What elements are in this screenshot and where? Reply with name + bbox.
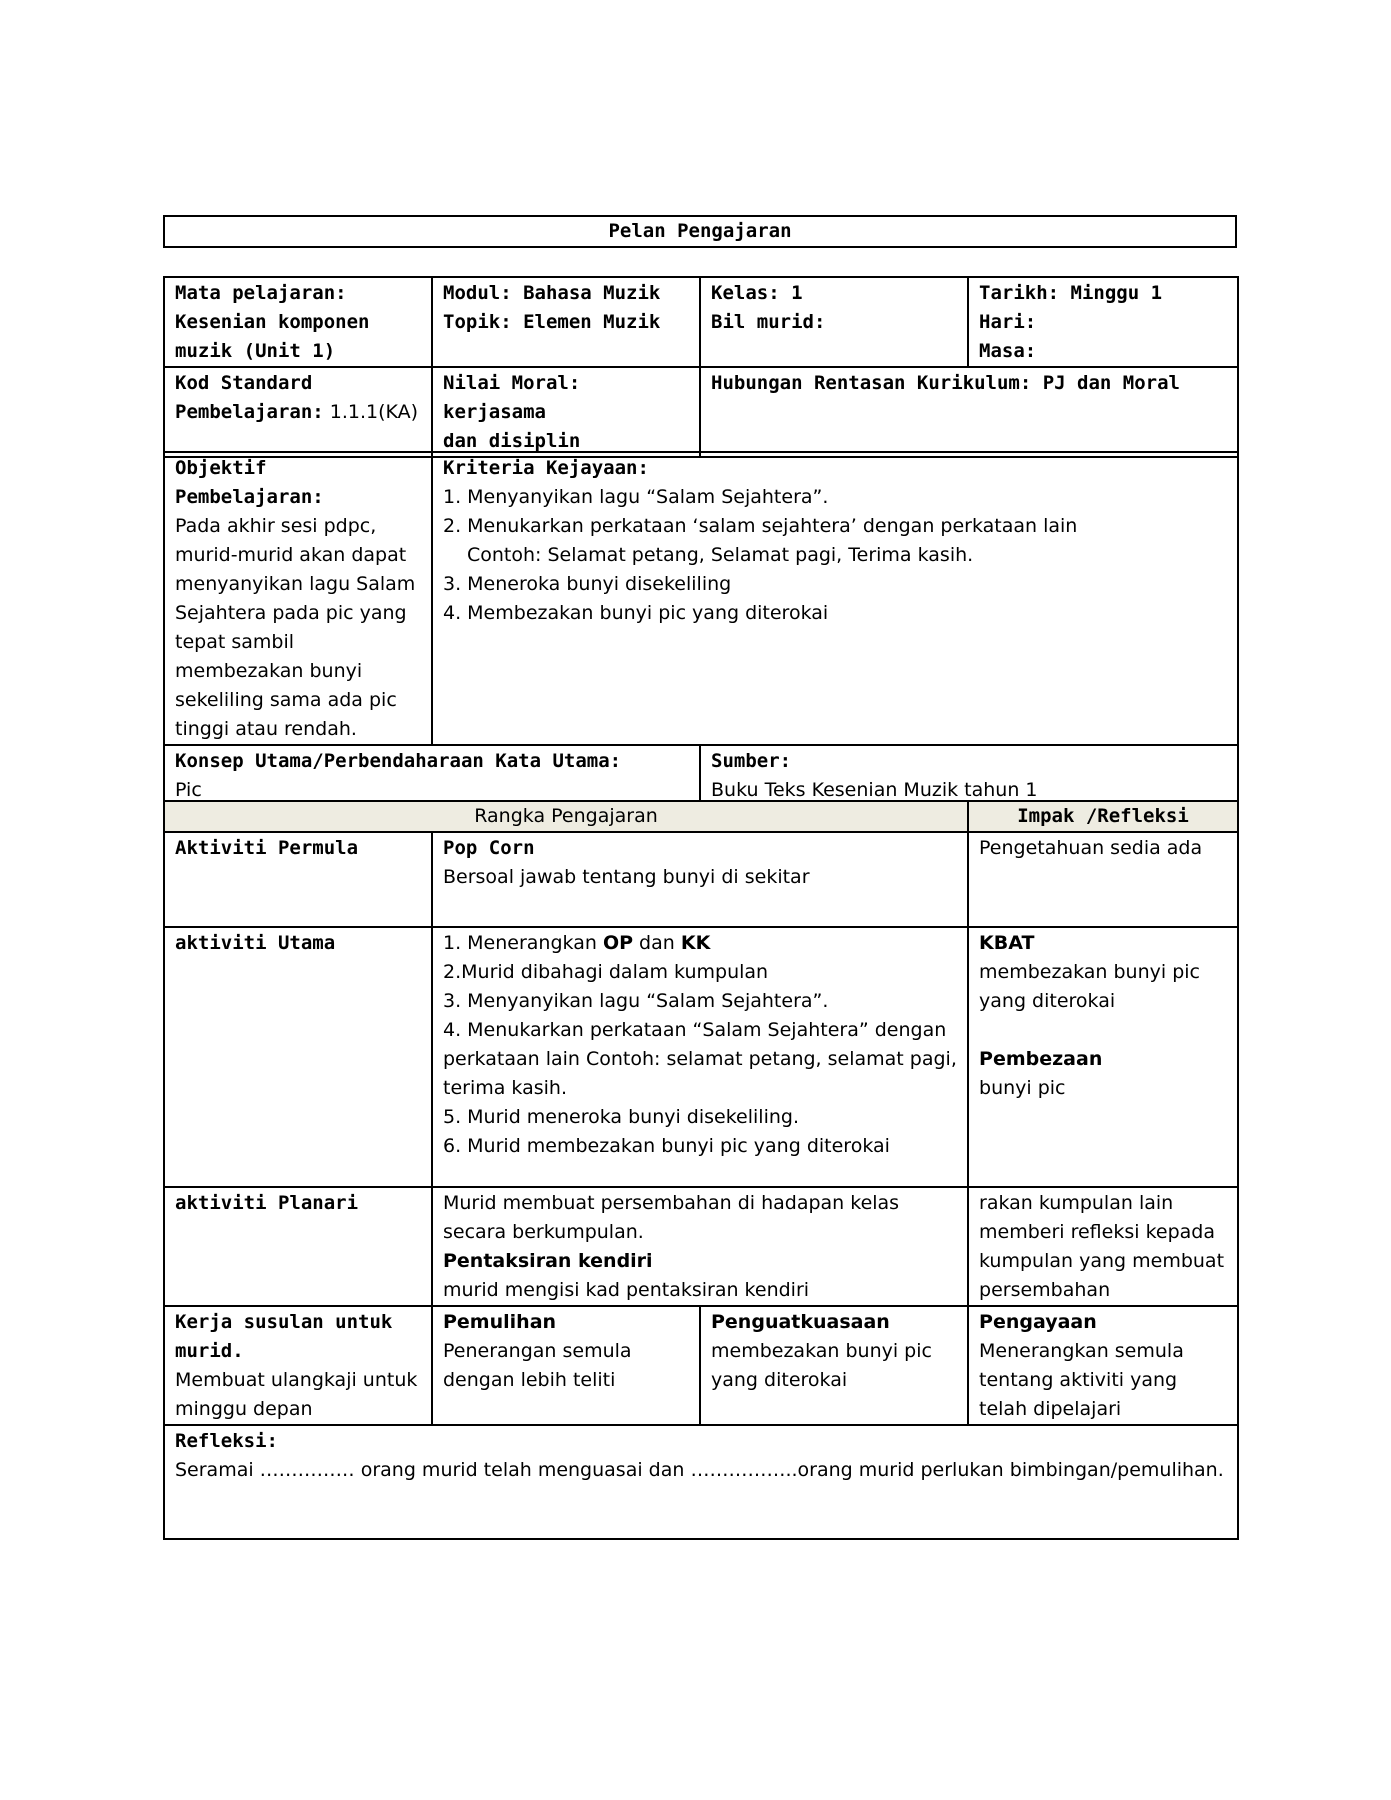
page-title: Pelan Pengajaran xyxy=(164,216,1236,247)
tarikh-cell xyxy=(968,277,1238,367)
planari-content-cell xyxy=(432,1187,968,1306)
refleksi-cell xyxy=(164,1425,1238,1539)
objektif-label: Objektif Pembelajaran: xyxy=(175,457,324,508)
masa-text: Masa: xyxy=(979,340,1037,362)
topik-text: Topik: Elemen Muzik xyxy=(443,311,661,333)
utama-item xyxy=(443,929,957,958)
utama-label: aktiviti Utama xyxy=(175,932,336,954)
hubungan-cell xyxy=(700,367,1238,457)
planari-impak-cell xyxy=(968,1187,1238,1306)
kod-standard-value: 1.1.1(KA) xyxy=(329,401,419,423)
nilai-moral-cell xyxy=(432,367,700,457)
kod-standard-label-2: Pembelajaran: xyxy=(175,401,324,423)
planari-impak-line: rakan kumpulan lain xyxy=(979,1192,1174,1214)
utama-item: 3. Menyanyikan lagu “Salam Sejahtera”. xyxy=(443,990,829,1012)
impak-header: Impak /Refleksi xyxy=(968,801,1238,832)
hubungan-text: Hubungan Rentasan Kurikulum: PJ dan Moral xyxy=(711,372,1180,394)
pembezaan-value: bunyi pic xyxy=(979,1077,1066,1099)
planari-impak-line: kumpulan yang membuat xyxy=(979,1250,1225,1272)
pemulihan-label: Pemulihan xyxy=(443,1311,557,1333)
objektif-line: sekeliling sama ada pic xyxy=(175,689,397,711)
planari-label: aktiviti Planari xyxy=(175,1192,359,1214)
utama-impak-cell xyxy=(968,927,1238,1187)
hari-text: Hari: xyxy=(979,311,1037,333)
penguatkuasaan-line: membezakan bunyi pic xyxy=(711,1340,932,1362)
permula-impak-cell xyxy=(968,832,1238,927)
utama-item: 5. Murid meneroka bunyi disekeliling. xyxy=(443,1106,799,1128)
op-text: OP xyxy=(602,932,634,954)
objektif-line: murid-murid akan dapat xyxy=(175,544,407,566)
konsep-cell xyxy=(164,745,700,806)
objektif-line: Sejahtera pada pic yang xyxy=(175,602,407,624)
kriteria-label: Kriteria Kejayaan: xyxy=(443,457,649,479)
utama-item-text: dan xyxy=(633,932,681,954)
kelas-text: Kelas: 1 xyxy=(711,282,803,304)
objektif-line: tepat sambil xyxy=(175,631,295,653)
mata-pelajaran-value-2: muzik (Unit 1) xyxy=(175,340,336,362)
kriteria-cell xyxy=(432,452,1238,745)
planari-line: Murid membuat persembahan di hadapan kelas xyxy=(443,1192,900,1214)
pengayaan-label: Pengayaan xyxy=(979,1311,1097,1333)
tarikh-text: Tarikh: Minggu 1 xyxy=(979,282,1163,304)
objektif-table xyxy=(163,451,1239,807)
rangka-header xyxy=(164,801,968,832)
info-table xyxy=(163,276,1239,458)
penguatkuasaan-line: yang diterokai xyxy=(711,1369,848,1391)
refleksi-text: Seramai …………… orang murid telah menguasai dan ……………..orang murid perlukan bimbingan/pemulihan. xyxy=(175,1459,1224,1481)
sumber-value: Buku Teks Kesenian Muzik tahun 1 xyxy=(711,779,1038,801)
kk-text: KK xyxy=(680,932,711,954)
konsep-value: Pic xyxy=(175,779,202,801)
bil-murid-text: Bil murid: xyxy=(711,311,826,333)
kriteria-item: 3. Meneroka bunyi disekeliling xyxy=(443,573,732,595)
kriteria-item: 4. Membezakan bunyi pic yang diterokai xyxy=(443,602,829,624)
planari-impak-line: persembahan xyxy=(979,1279,1111,1301)
title-table xyxy=(163,215,1237,248)
pemulihan-line: dengan lebih teliti xyxy=(443,1369,616,1391)
objektif-line: tinggi atau rendah. xyxy=(175,718,357,740)
pengayaan-line: tentang aktiviti yang xyxy=(979,1369,1178,1391)
pengayaan-line: telah dipelajari xyxy=(979,1398,1122,1420)
kerja-label-cell xyxy=(164,1306,432,1425)
kelas-cell xyxy=(700,277,968,367)
rangka-table xyxy=(163,800,1239,1540)
kbat-label: KBAT xyxy=(979,932,1035,954)
objektif-cell xyxy=(164,452,432,745)
objektif-line: menyanyikan lagu Salam xyxy=(175,573,416,595)
sumber-cell xyxy=(700,745,1238,806)
permula-title: Pop Corn xyxy=(443,837,535,859)
pengayaan-cell xyxy=(968,1306,1238,1425)
utama-item: perkataan lain Contoh: selamat petang, selamat pagi, xyxy=(443,1048,957,1070)
kod-standard-cell xyxy=(164,367,432,457)
nilai-moral-text: Nilai Moral: kerjasama xyxy=(443,372,581,423)
pentaksiran-value: murid mengisi kad pentaksiran kendiri xyxy=(443,1279,810,1301)
utama-label-cell xyxy=(164,927,432,1187)
pengayaan-line: Menerangkan semula xyxy=(979,1340,1184,1362)
mata-pelajaran-cell xyxy=(164,277,432,367)
planari-line: secara berkumpulan. xyxy=(443,1221,644,1243)
mata-pelajaran-value: Kesenian komponen xyxy=(175,311,370,333)
kerja-desc-line: Membuat ulangkaji untuk xyxy=(175,1369,418,1391)
permula-impak: Pengetahuan sedia ada xyxy=(979,837,1203,859)
kerja-label-2: murid. xyxy=(175,1340,244,1362)
mata-pelajaran-label: Mata pelajaran: xyxy=(175,282,347,304)
pentaksiran-label: Pentaksiran kendiri xyxy=(443,1250,653,1272)
konsep-label: Konsep Utama/Perbendaharaan Kata Utama: xyxy=(175,750,622,772)
utama-content-cell xyxy=(432,927,968,1187)
kbat-line: yang diterokai xyxy=(979,990,1116,1012)
utama-item: 4. Menukarkan perkataan “Salam Sejahtera” dengan xyxy=(443,1019,947,1041)
pemulihan-line: Penerangan semula xyxy=(443,1340,632,1362)
kriteria-item: 1. Menyanyikan lagu “Salam Sejahtera”. xyxy=(443,486,829,508)
permula-desc: Bersoal jawab tentang bunyi di sekitar xyxy=(443,866,810,888)
utama-item: 6. Murid membezakan bunyi pic yang diterokai xyxy=(443,1135,890,1157)
penguatkuasaan-cell xyxy=(700,1306,968,1425)
modul-cell xyxy=(432,277,700,367)
penguatkuasaan-label: Penguatkuasaan xyxy=(711,1311,890,1333)
kriteria-item: Contoh: Selamat petang, Selamat pagi, Terima kasih. xyxy=(467,544,974,566)
utama-item: 2.Murid dibahagi dalam kumpulan xyxy=(443,961,769,983)
objektif-line: membezakan bunyi xyxy=(175,660,363,682)
refleksi-label: Refleksi: xyxy=(175,1430,278,1452)
objektif-line: Pada akhir sesi pdpc, xyxy=(175,515,377,537)
planari-label-cell xyxy=(164,1187,432,1306)
kerja-desc-line: minggu depan xyxy=(175,1398,313,1420)
pembezaan-label: Pembezaan xyxy=(979,1048,1103,1070)
planari-impak-line: memberi refleksi kepada xyxy=(979,1221,1215,1243)
utama-item-text: 1. Menerangkan xyxy=(443,932,603,954)
pemulihan-cell xyxy=(432,1306,700,1425)
kod-standard-label: Kod Standard xyxy=(175,372,313,394)
permula-label-cell xyxy=(164,832,432,927)
nilai-moral-text-2: dan disiplin xyxy=(443,430,581,452)
permula-label: Aktiviti Permula xyxy=(175,837,359,859)
kriteria-item: 2. Menukarkan perkataan ‘salam sejahtera’ dengan perkataan lain xyxy=(443,515,1078,537)
rangka-header-text: Rangka Pengajaran xyxy=(474,805,658,827)
sumber-label: Sumber: xyxy=(711,750,792,772)
kerja-label: Kerja susulan untuk xyxy=(175,1311,393,1333)
modul-text: Modul: Bahasa Muzik xyxy=(443,282,661,304)
permula-content-cell xyxy=(432,832,968,927)
kbat-line: membezakan bunyi pic xyxy=(979,961,1200,983)
utama-item: terima kasih. xyxy=(443,1077,567,1099)
